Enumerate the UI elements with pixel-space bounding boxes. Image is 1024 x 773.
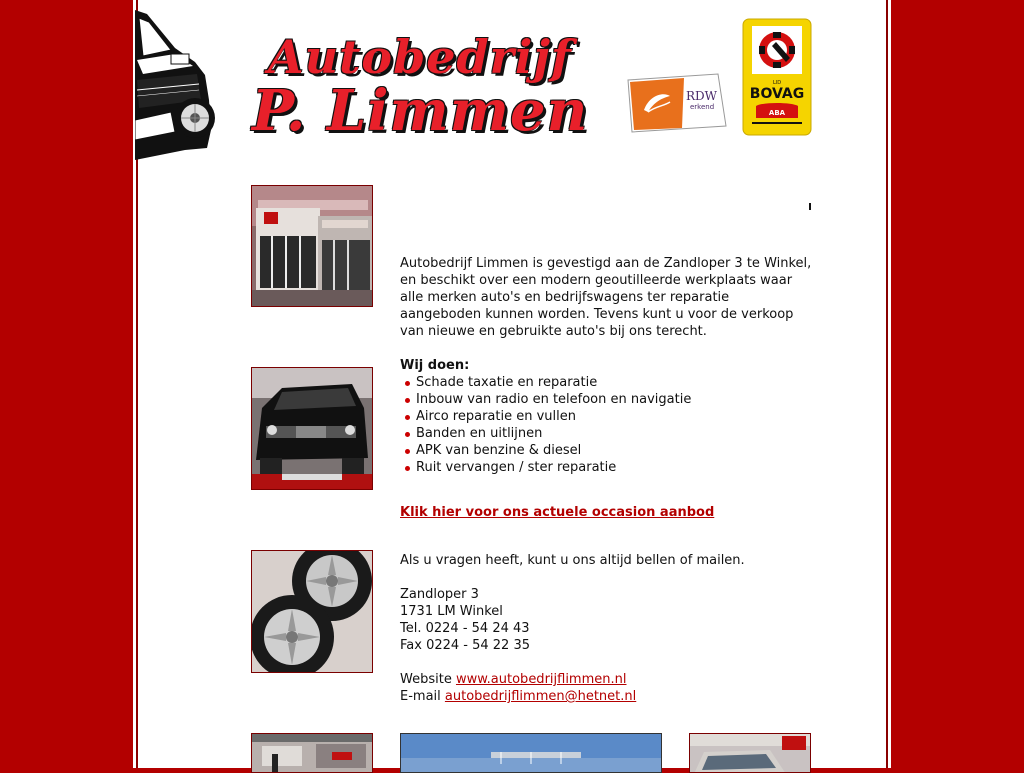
address-city: 1731 LM Winkel [400, 604, 503, 619]
intro-text: Autobedrijf Limmen is gevestigd aan de Zandloper 3 te Winkel, en beschikt over een modern geoutilleerde werkplaats waar alle merken auto's en bedrijfswagens ter reparatie aangeboden kunnen worden. Tevens kunt u voor de verkoop van nieuwe en gebruikte auto's bij ons terecht. [400, 256, 812, 339]
website-label: Website [400, 672, 452, 687]
showroom-photo [251, 733, 373, 773]
rdw-erkend-logo [624, 72, 730, 134]
website-link[interactable]: www.autobedrijflimmen.nl [455, 672, 627, 687]
contact-question: Als u vragen heeft, kunt u ons altijd bellen of mailen. [400, 553, 745, 568]
email-row [400, 688, 812, 705]
location-photo [400, 733, 662, 773]
garage-building-photo [251, 185, 373, 307]
bovag-tiny-text: LID [772, 80, 782, 86]
car-sketch-image [135, 0, 217, 165]
website-row [400, 671, 812, 688]
workshop-car-photo [251, 367, 373, 490]
bovag-logo-text: BOVAG [749, 86, 805, 102]
service-item: Ruit vervangen / ster reparatie [400, 459, 812, 476]
rdw-logo-subtext: erkend [690, 103, 715, 111]
services-heading: Wij doen: [400, 358, 470, 373]
service-item: Banden en uitlijnen [400, 425, 812, 442]
fax-number: Fax 0224 - 54 22 35 [400, 638, 531, 653]
email-label: E-mail [400, 689, 441, 704]
company-title-line2: P. Limmen [252, 78, 589, 144]
bovag-logo [742, 18, 812, 136]
company-title-line1: Autobedrijf [268, 30, 572, 84]
occasion-link[interactable]: Klik hier voor ons actuele occasion aanbod [400, 505, 715, 520]
services-list [400, 374, 812, 476]
phone-number: Tel. 0224 - 54 24 43 [400, 621, 530, 636]
service-item: APK van benzine & diesel [400, 442, 812, 459]
rdw-logo-text: RDW [686, 89, 717, 103]
bovag-sub-text: ABA [768, 109, 786, 117]
wheels-photo [251, 550, 373, 673]
service-item: Schade taxatie en reparatie [400, 374, 812, 391]
contact-block [400, 552, 812, 705]
service-item: Airco reparatie en vullen [400, 408, 812, 425]
car-sale-photo [689, 733, 811, 773]
scroller-marker [809, 203, 811, 210]
address-street: Zandloper 3 [400, 587, 479, 602]
email-link[interactable]: autobedrijflimmen@hetnet.nl [444, 689, 637, 704]
service-item: Inbouw van radio en telefoon en navigatie [400, 391, 812, 408]
main-content [400, 255, 812, 521]
